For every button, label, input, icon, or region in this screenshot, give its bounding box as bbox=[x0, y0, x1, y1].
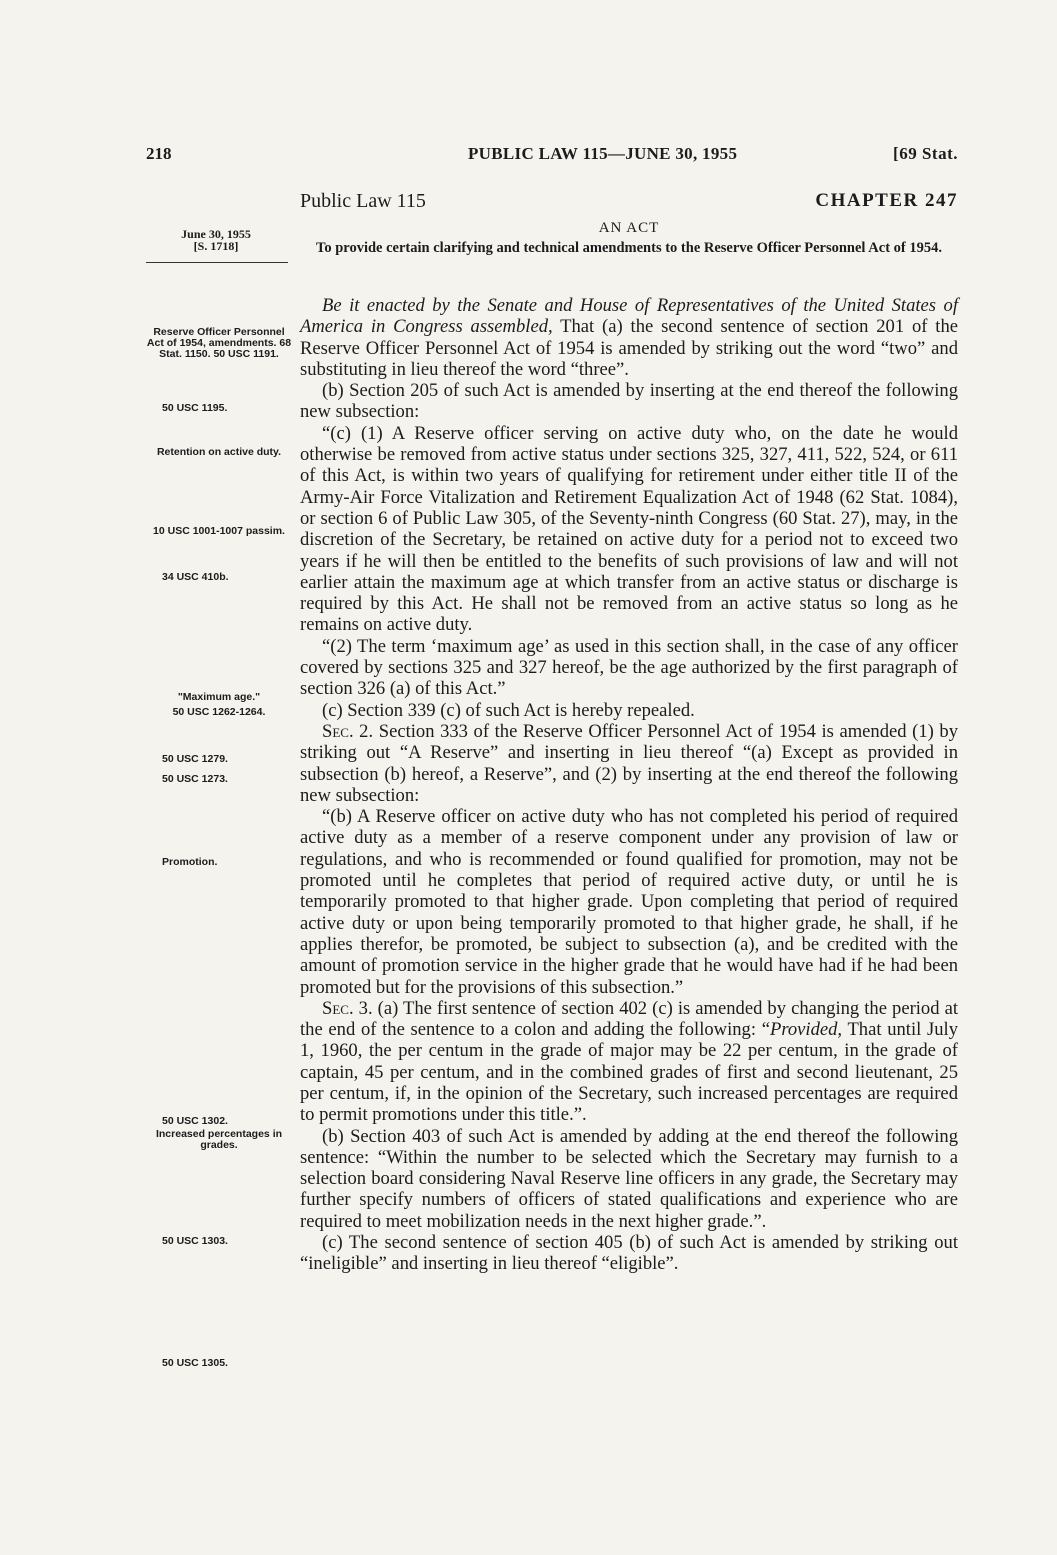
running-title: PUBLIC LAW 115—JUNE 30, 1955 bbox=[468, 144, 738, 163]
subsection-c1: “(c) (1) A Reserve officer serving on active duty who, on the date he would otherwise be removed from active status under sections 325, 327, 411, 522, 524, or 611 of this Act, is within two years of qualifying for retirement under either title II of the Army-Air Force Vitalization and Retirement Equalization Act of 1948 (62 Stat. 1084), or section 6 of Public Law 305, of the Seventy-ninth Congress (60 Stat. 27), may, in the discretion of the Secretary, be retained on active duty for a period not to exceed two years if he will then be entitled to the benefits of such provisions of law and will not earlier attain the maximum age at which transfer from an active status or discharge is required by this Act. He shall not be removed from an active status so long as he remains on active duty. bbox=[300, 422, 958, 636]
bill-number: [S. 1718] bbox=[193, 239, 239, 253]
section-label: Sec. 3. bbox=[322, 997, 373, 1019]
margin-note: Retention on active duty. bbox=[156, 446, 282, 458]
stat-reference: [69 Stat. bbox=[893, 144, 958, 163]
section-3b: (b) Section 403 of such Act is amended by adding at the end thereof the following sentence: “Within the number to be selected which the Secretary may furnish to a selection board considering Naval Reserve line officers in any grade, the Secretary may further specify numbers of officers of stated qualifications and experience who are required to meet mobilization needs in the next higher grade.”. bbox=[300, 1125, 958, 1232]
subsection-c2: “(2) The term ‘maximum age’ as used in this section shall, in the case of any officer covered by sections 325 and 327 hereof, be the age authorized by the first paragraph of section 326 (a) of this Act.” bbox=[300, 635, 958, 700]
margin-note: 50 USC 1262-1264. bbox=[172, 706, 266, 718]
page-number: 218 bbox=[146, 144, 172, 163]
chapter-number: CHAPTER 247 bbox=[815, 190, 958, 211]
enacting-formula: Be it enacted by the Senate and House of Representatives of the United States of America in Congress assembled, bbox=[300, 295, 958, 338]
public-law-number: Public Law 115 bbox=[300, 190, 426, 212]
margin-note: "Maximum age." bbox=[177, 691, 261, 703]
section-1a-text: That (a) the second sentence of section 201 of the Reserve Officer Personnel Act of 1954 is amended by striking out the word “two” and substituting in lieu thereof the word “three”. bbox=[300, 316, 958, 380]
margin-note: 50 USC 1302. bbox=[162, 1115, 228, 1127]
section-2 bbox=[300, 721, 958, 806]
margin-note: 50 USC 1195. bbox=[162, 402, 228, 414]
margin-note: Increased percentages in grades. bbox=[155, 1128, 283, 1151]
margin-note: 34 USC 410b. bbox=[162, 571, 229, 583]
margin-note: 50 USC 1273. bbox=[162, 773, 228, 785]
section-3a-pre: (a) The first sentence of section 402 (c) is amended by changing the period at the end of the sentence to a colon and adding the following: “ bbox=[300, 997, 958, 1041]
act-body bbox=[300, 295, 958, 1275]
section-2-text: Section 333 of the Reserve Officer Personnel Act of 1954 is amended (1) by striking out “A Reserve” and inserting in lieu thereof “(a) Except as provided in subsection (b) hereof, a Reserve”, and (2) by inserting at the end thereof the following new subsection: bbox=[300, 720, 958, 806]
law-heading bbox=[300, 190, 958, 216]
section-3c: (c) The second sentence of section 405 (b) of such Act is amended by striking out “ineligible” and inserting in lieu thereof “eligible”. bbox=[300, 1232, 958, 1275]
act-label: AN ACT bbox=[598, 220, 660, 236]
margin-note: 10 USC 1001-1007 passim. bbox=[153, 525, 285, 537]
margin-note: 50 USC 1305. bbox=[162, 1357, 228, 1369]
section-label: Sec. 2. bbox=[322, 720, 374, 742]
running-header bbox=[146, 144, 958, 170]
enacting-clause bbox=[300, 295, 958, 380]
margin-note: 50 USC 1303. bbox=[162, 1235, 228, 1247]
section-1b: (b) Section 205 of such Act is amended by inserting at the end thereof the following new subsection: bbox=[300, 380, 958, 423]
section-3a-post: That until July 1, 1960, the per centum in the grade of major may be 22 per centum, in the grade of captain, 45 per centum, and in the combined grades of first and second lieutenant, 25 per centum, if, in the opinion of the Secretary, such increased percentages are required to permit promotions under this title.”. bbox=[300, 1019, 958, 1126]
enactment-date bbox=[146, 228, 286, 252]
margin-note: Reserve Officer Personnel Act of 1954, amendments. 68 Stat. 1150. 50 USC 1191. bbox=[146, 326, 292, 360]
margin-note: Promotion. bbox=[162, 856, 218, 868]
section-3a bbox=[300, 998, 958, 1126]
margin-note: 50 USC 1279. bbox=[162, 753, 228, 765]
act-description: To provide certain clarifying and technical amendments to the Reserve Officer Personnel Act of 1954. bbox=[316, 240, 942, 256]
provided-keyword: Provided, bbox=[769, 1019, 843, 1041]
section-2-subsection-b: “(b) A Reserve officer on active duty who has not completed his period of required active duty as a member of a reserve component under any provision of law or regulations, and who is recommended or found qualified for promotion, may not be promoted until he completes that period of required active duty, or until he is temporarily promoted to that higher grade. Upon completing that period of required active duty or upon being temporarily promoted to that higher grade, he shall, if he applies therefor, be promoted, be subject to subsection (a), and be credited with the amount of promotion service in the higher grade that he would have had if he had been promoted but for the provisions of this subsection.” bbox=[300, 806, 958, 998]
section-1c: (c) Section 339 (c) of such Act is hereby repealed. bbox=[322, 699, 695, 721]
divider bbox=[146, 262, 288, 263]
date-text: June 30, 1955 bbox=[181, 227, 251, 241]
